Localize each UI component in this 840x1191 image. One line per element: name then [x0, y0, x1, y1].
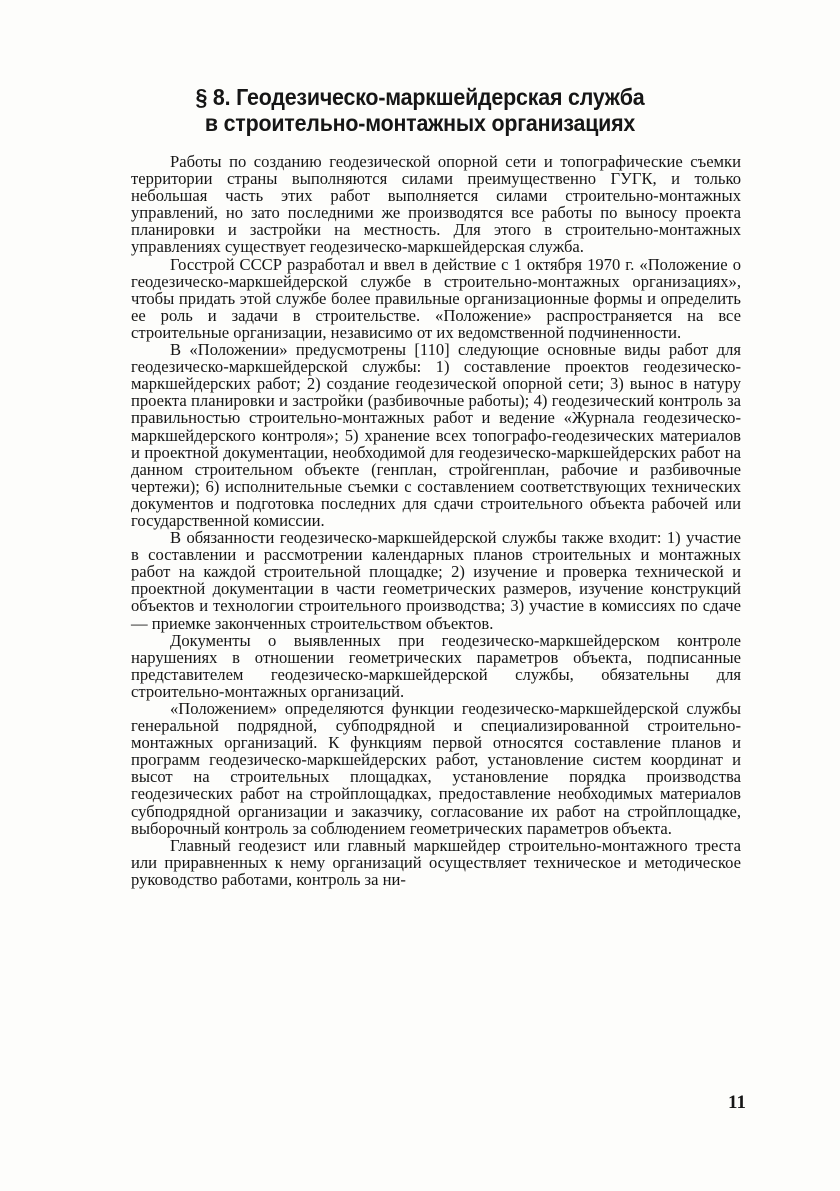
page-number: 11: [728, 1092, 746, 1113]
section-title-line-1: § 8. Геодезическо-маркшейдерская служба: [195, 84, 645, 110]
paragraph-4: В обязанности геодезическо-маркшейдерской службы также входит: 1) участие в составлении и рассмотрении календарных планов строительных и монтажных работ на каждой строительной площадке; 2) изучение и проверка технической и проектной документации в части геометрических размеров, изучение конструкций объектов и технологии строительного производства; 3) участие в комиссиях по сдаче — приемке законченных строительством объектов.: [131, 528, 741, 633]
section-title: [122, 84, 717, 136]
paragraph-6: «Положением» определяются функции геодезическо-маркшейдерской службы генеральной подрядной, субподрядной и специализированной строительно-монтажных организаций. К функциям первой относятся составление планов и программ геодезическо-маркшейдерских работ, установление систем координат и высот на строительных площадках, установление порядка производства геодезических работ на стройплощадках, предоставление необходимых материалов субподрядной организации и заказчику, согласование их работ на стройплощадке, выборочный контроль за соблюдением геометрических параметров объекта.: [131, 699, 741, 838]
paragraph-7: Главный геодезист или главный маркшейдер строительно-монтажного треста или приравненных к нему организаций осуществляет техническое и методическое руководство работами, контроль за ни-: [131, 835, 741, 889]
body-text: [131, 153, 741, 888]
paragraph-1: Работы по созданию геодезической опорной сети и топографические съемки территории страны выполняются силами преимущественно ГУГК, и только небольшая часть этих работ выполняется силами строительно-монтажных управлений, но зато последними же производятся все работы по выносу проекта планировки и застройки на местность. Для этого в строительно-монтажных управлениях существует геодезическо-маркшейдерская служба.: [131, 152, 741, 257]
paragraph-5: Документы о выявленных при геодезическо-маркшейдерском контроле нарушениях в отношении геометрических параметров объекта, подписанные представителем геодезическо-маркшейдерской службы, обязательны для строительно-монтажных организаций.: [131, 630, 741, 701]
paragraph-2: Госстрой СССР разработал и ввел в действие с 1 октября 1970 г. «Положение о геодезическо-маркшейдерской службе в строительно-монтажных организациях», чтобы придать этой службе более правильные организационные формы и определить ее роль и задачи в строительстве. «Положение» распространяется на все строительные организации, независимо от их ведомственной подчиненности.: [131, 254, 741, 342]
section-title-line-2: в строительно-монтажных организациях: [204, 110, 636, 136]
paragraph-3: В «Положении» предусмотрены [110] следующие основные виды работ для геодезическо-маркшейдерской службы: 1) составление проектов геодезическо-маркшейдерских работ; 2) создание геодезической опорной сети; 3) вынос в натуру проекта планировки и застройки (разбивочные работы); 4) геодезический контроль за правильностью строительно-монтажных работ и ведение «Журнала геодезическо-маркшейдерского контроля»; 5) хранение всех топографо-геодезических материалов и проектной документации, необходимой для геодезическо-маркшейдерских работ на данном строительном объекте (генплан, стройгенплан, рабочие и разбивочные чертежи); 6) исполнительные съемки с составлением соответствующих технических документов и подготовка последних для сдачи строительного объекта рабочей или государственной комиссии.: [131, 340, 741, 530]
